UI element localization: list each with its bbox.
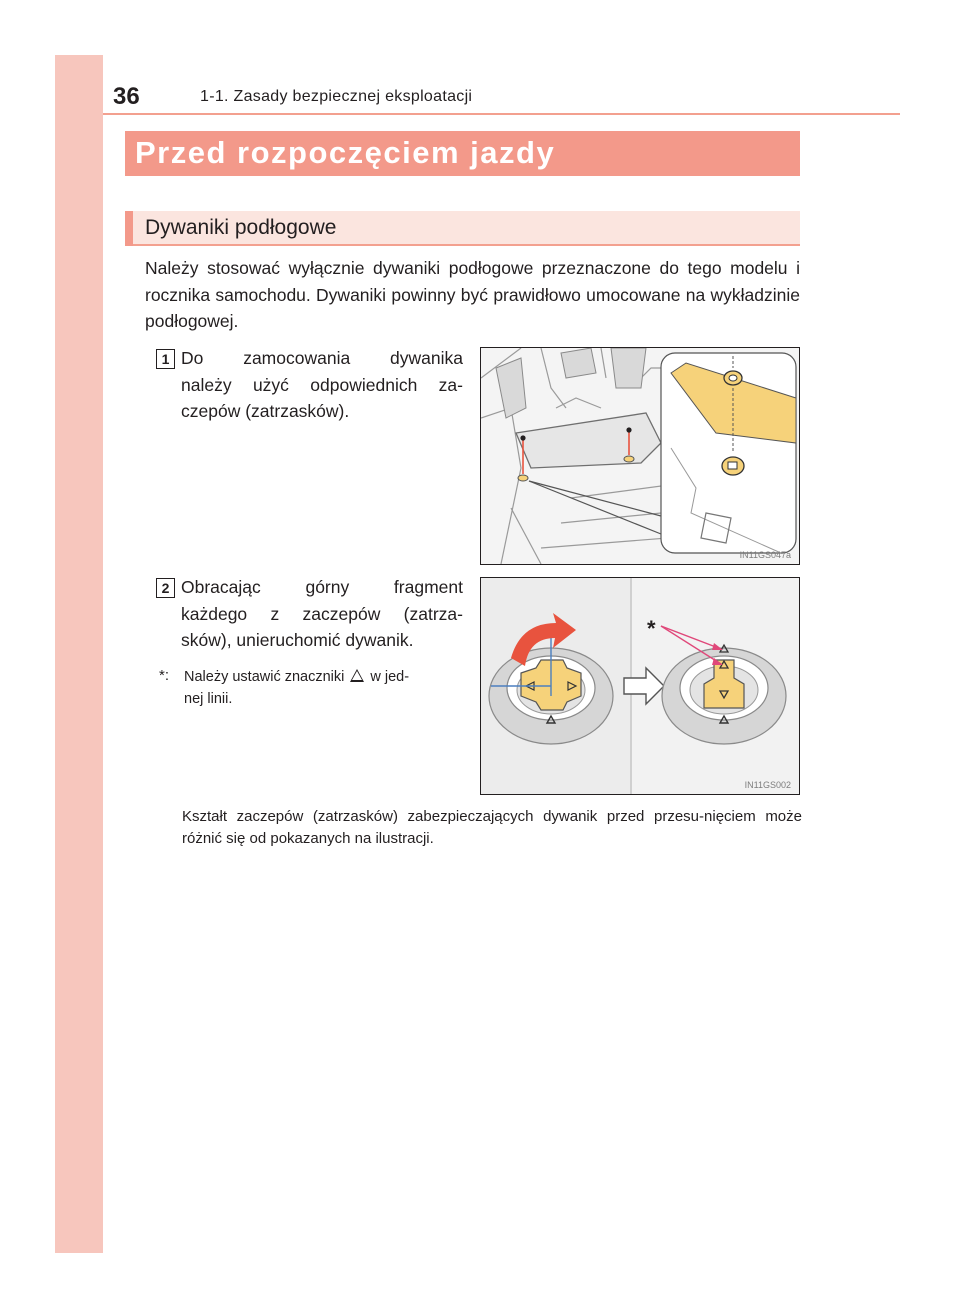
step-1-text xyxy=(181,345,463,425)
header-divider xyxy=(103,113,900,115)
note-asterisk: *: xyxy=(159,667,170,684)
clip-rotation-illustration xyxy=(480,577,800,795)
asterisk-marker: * xyxy=(647,616,656,641)
step-1-line: czepów (zatrzasków). xyxy=(181,401,350,421)
figure-code: IN11GS047a xyxy=(739,550,791,560)
figure-code: IN11GS002 xyxy=(744,780,791,790)
section-reference: 1-1. Zasady bezpiecznej eksploatacji xyxy=(200,88,473,105)
note-text-start: Należy ustawić znaczniki xyxy=(184,669,345,685)
step-2-text xyxy=(181,574,463,654)
step-1-line: Do zamocowania dywanika xyxy=(181,348,463,368)
step-2-line: sków), unieruchomić dywanik. xyxy=(181,630,414,650)
note-text-line-2: nej linii. xyxy=(184,691,233,707)
step-2-line: każdego z zaczepów (zatrza- xyxy=(181,603,463,624)
illustration-caption: Kształt zaczepów (zatrzasków) zabezpieczających dywanik przed przesu-nięciem może różnić się od pokazanych na ilustracji. xyxy=(182,808,802,847)
step-2-line: Obracając górny fragment xyxy=(181,577,463,597)
step-number-2: 2 xyxy=(156,578,175,598)
section-subtitle: Dywaniki podłogowe xyxy=(145,216,337,239)
step-1-line: należy użyć odpowiednich za- xyxy=(181,374,463,395)
subtitle-accent xyxy=(125,211,133,246)
floor-mat-clip-illustration xyxy=(480,347,800,565)
note-text xyxy=(184,666,464,710)
note-text-end: w jed- xyxy=(370,669,410,685)
page-title: Przed rozpoczęciem jazdy xyxy=(135,135,556,170)
step-number-1: 1 xyxy=(156,349,175,369)
page-number: 36 xyxy=(113,83,140,110)
intro-paragraph: Należy stosować wyłącznie dywaniki podłogowe przeznaczone do tego modelu i rocznika samochodu. Dywaniki powinny być prawidłowo umocowane na wykładzinie podłogowej. xyxy=(145,258,800,331)
triangle-marker-icon xyxy=(350,669,364,682)
side-tab-strip xyxy=(55,55,103,1253)
